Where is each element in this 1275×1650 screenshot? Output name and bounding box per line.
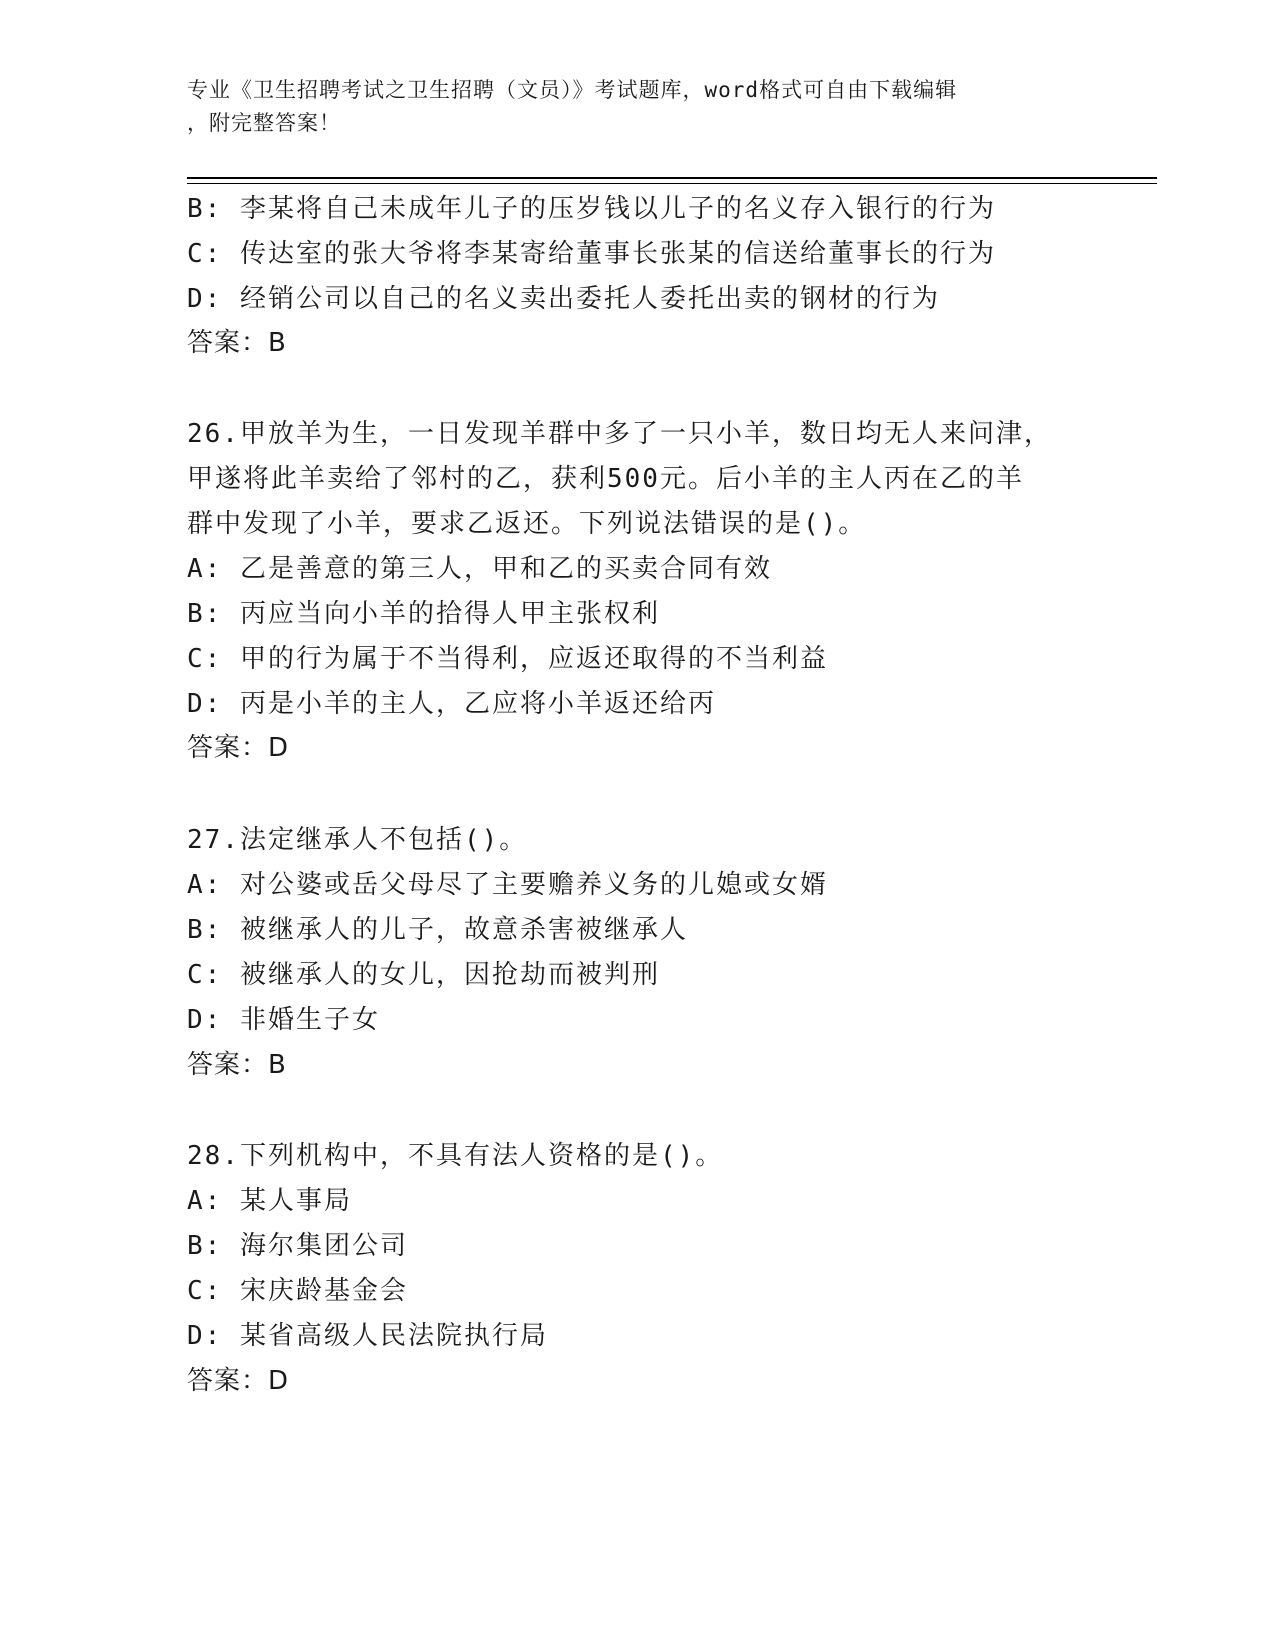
q26-stem-line-2: 甲遂将此羊卖给了邻村的乙，获利500元。后小羊的主人丙在乙的羊	[187, 464, 1024, 494]
q28-option-c: C: 宋庆龄基金会	[187, 1276, 408, 1306]
q27-stem: 27.法定继承人不包括()。	[187, 825, 528, 855]
q28-stem: 28.下列机构中，不具有法人资格的是()。	[187, 1141, 724, 1171]
header-divider-thin	[187, 183, 1157, 184]
header-line-2: ，附完整答案！	[187, 111, 341, 135]
q26-stem-line-3: 群中发现了小羊，要求乙返还。下列说法错误的是()。	[187, 509, 867, 539]
q28-option-d: D: 某省高级人民法院执行局	[187, 1321, 548, 1351]
q26-stem-line-1: 26.甲放羊为生，一日发现羊群中多了一只小羊，数日均无人来问津，	[187, 419, 1052, 449]
q27-answer: 答案：B	[187, 1050, 287, 1080]
q27-option-b: B: 被继承人的儿子，故意杀害被继承人	[187, 915, 688, 945]
q28-option-a: A: 某人事局	[187, 1186, 352, 1216]
q25-option-b: B: 李某将自己未成年儿子的压岁钱以儿子的名义存入银行的行为	[187, 194, 996, 224]
q26-option-a: A: 乙是善意的第三人，甲和乙的买卖合同有效	[187, 554, 772, 584]
header-divider-thick	[187, 177, 1157, 179]
q26-option-d: D: 丙是小羊的主人，乙应将小羊返还给丙	[187, 689, 716, 719]
q26-option-c: C: 甲的行为属于不当得利，应返还取得的不当利益	[187, 644, 828, 674]
q25-option-d: D: 经销公司以自己的名义卖出委托人委托出卖的钢材的行为	[187, 284, 940, 314]
q27-option-d: D: 非婚生子女	[187, 1005, 380, 1035]
q25-option-c: C: 传达室的张大爷将李某寄给董事长张某的信送给董事长的行为	[187, 239, 996, 269]
header-line-1: 专业《卫生招聘考试之卫生招聘（文员）》考试题库，word格式可自由下载编辑	[187, 78, 958, 102]
q27-option-c: C: 被继承人的女儿，因抢劫而被判刑	[187, 960, 660, 990]
q26-answer: 答案：D	[187, 733, 290, 763]
q28-option-b: B: 海尔集团公司	[187, 1231, 408, 1261]
q25-answer: 答案：B	[187, 328, 287, 358]
q27-option-a: A: 对公婆或岳父母尽了主要赡养义务的儿媳或女婿	[187, 870, 828, 900]
q28-answer: 答案：D	[187, 1366, 290, 1396]
q26-option-b: B: 丙应当向小羊的拾得人甲主张权利	[187, 599, 660, 629]
document-header	[187, 74, 1067, 140]
